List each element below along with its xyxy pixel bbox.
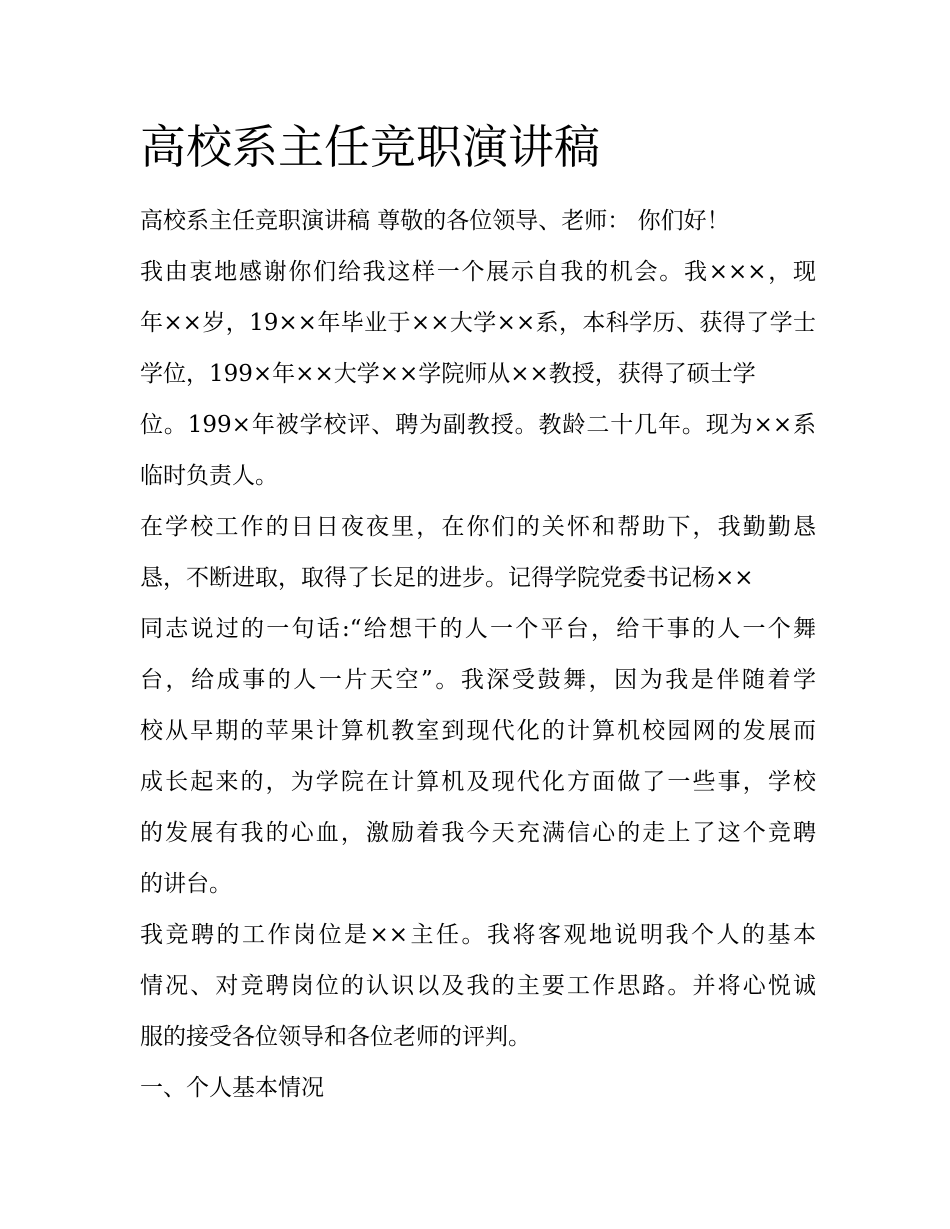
body-line: 校从早期的苹果计算机教室到现代化的计算机校园网的发展而 bbox=[140, 718, 816, 744]
body-line: 恳，不断进取，取得了长足的进步。记得学院党委书记杨×× bbox=[140, 565, 754, 591]
body-line: 的发展有我的心血，激励着我今天充满信心的走上了这个竞聘 bbox=[140, 820, 816, 846]
body-line: 同志说过的一句话:“给想干的人一个平台，给干事的人一个舞 bbox=[140, 616, 816, 642]
body-line: 年××岁，19××年毕业于××大学××系，本科学历、获得了学士 bbox=[140, 310, 816, 336]
body-line: 临时负责人。 bbox=[140, 463, 278, 489]
body-line: 位。199×年被学校评、聘为副教授。教龄二十几年。现为××系 bbox=[140, 412, 816, 438]
body-line: 学位，199×年××大学××学院师从××教授，获得了硕士学 bbox=[140, 361, 756, 387]
section-heading: 一、个人基本情况 bbox=[140, 1075, 324, 1101]
body-line: 的讲台。 bbox=[140, 871, 232, 897]
body-line: 服的接受各位领导和各位老师的评判。 bbox=[140, 1024, 531, 1050]
body-line: 成长起来的，为学院在计算机及现代化方面做了一些事，学校 bbox=[140, 769, 816, 795]
body-line: 我竞聘的工作岗位是××主任。我将客观地说明我个人的基本 bbox=[140, 922, 816, 948]
body-line: 我由衷地感谢你们给我这样一个展示自我的机会。我×××，现 bbox=[140, 259, 816, 285]
body-line: 情况、对竞聘岗位的认识以及我的主要工作思路。并将心悦诚 bbox=[140, 973, 816, 999]
document-title: 高校系主任竞职演讲稿 bbox=[140, 120, 600, 174]
body-line: 台，给成事的人一片天空”。我深受鼓舞，因为我是伴随着学 bbox=[140, 667, 816, 693]
body-line: 高校系主任竞职演讲稿 尊敬的各位领导、老师： 你们好！ bbox=[140, 208, 730, 234]
body-line: 在学校工作的日日夜夜里，在你们的关怀和帮助下，我勤勤恳 bbox=[140, 514, 816, 540]
document-body bbox=[140, 196, 816, 1114]
